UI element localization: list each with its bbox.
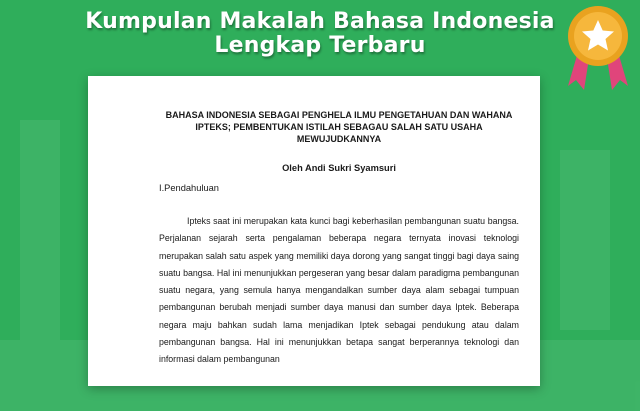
document-author: Oleh Andi Sukri Syamsuri <box>282 163 396 173</box>
banner-title-line-2: Lengkap Terbaru <box>214 33 426 58</box>
star-badge-icon <box>560 2 636 92</box>
background-decoration <box>560 150 610 330</box>
document-title: BAHASA INDONESIA SEBAGAI PENGHELA ILMU PENGETAHUAN DAN WAHANA IPTEKS; PEMBENTUKAN ISTILAH SEBAGAU SALAH SATU USAHA MEWUJUDKANNYA <box>165 110 513 144</box>
document-paragraph <box>159 213 519 369</box>
banner-title <box>0 10 640 58</box>
paragraph-text: Ipteks saat ini merupakan kata kunci bagi keberhasilan pembangunan suatu bangsa. Perjalanan sejarah serta pengalaman beberapa negara ternyata inovasi teknologi merupakan salah satu aspek yang memiliki daya dorong yang sangat tinggi bagi daya saing suatu bangsa. Hal ini menunjukkan pergeseran yang besar dalam paradigma pembangunan suatu negara, yang semula hanya mengandalkan sumber daya alam sebagai tumpuan pembangunan berubah menjadi sumber daya manusi dan sumber daya Iptek. Beberapa negara maju bahkan sudah lama menjadikan Iptek sebagai pendukung atau dalam pembangunan bangsa. Hal ini menunjukkan betapa sangat berperannya teknologi dan informasi dalam pembangunan <box>159 216 519 365</box>
banner-title-line-1: Kumpulan Makalah Bahasa Indonesia <box>85 9 555 34</box>
section-heading: I.Pendahuluan <box>159 183 219 193</box>
document-page <box>88 76 540 386</box>
background-decoration <box>20 120 60 340</box>
